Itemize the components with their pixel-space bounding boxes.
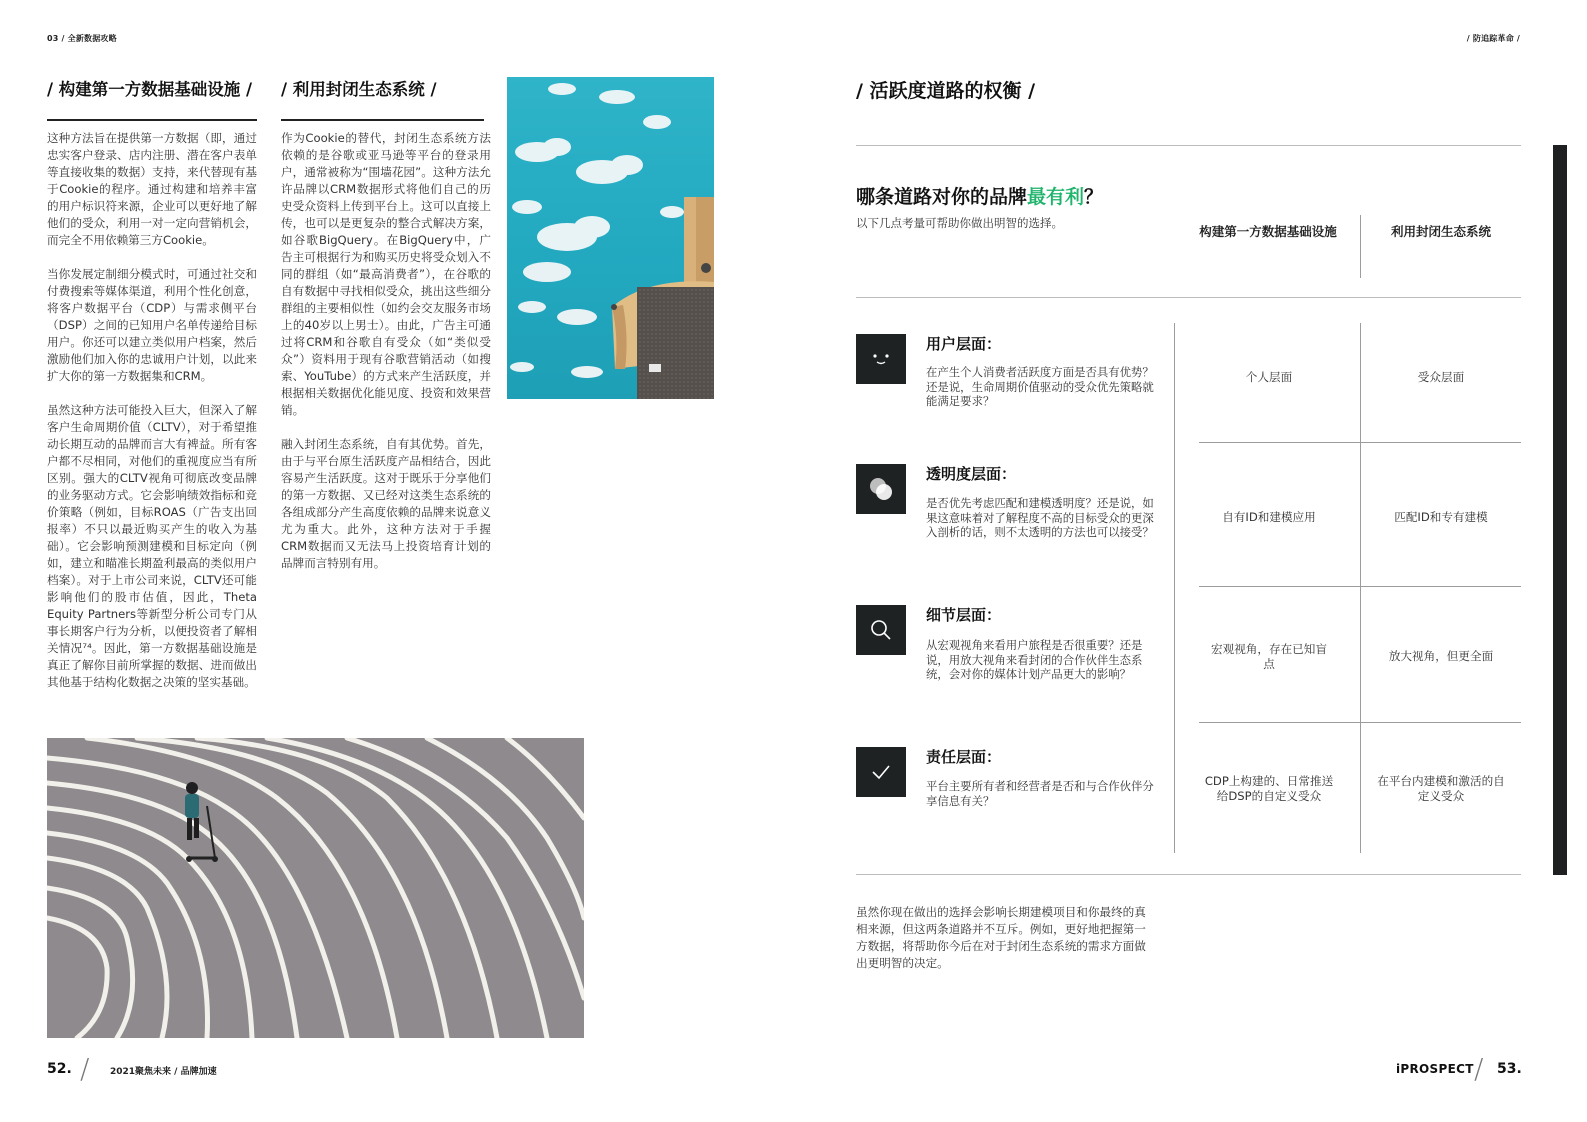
table-divider-left [1174, 323, 1175, 853]
col2-rule [281, 119, 484, 121]
col2-body [281, 130, 491, 589]
magnifier-icon [856, 605, 906, 655]
table-row-divider [1199, 442, 1521, 443]
col1-body [47, 130, 257, 708]
column-head-first-party: 构建第一方数据基础设施 [1199, 224, 1337, 239]
col2-paragraph: 作为Cookie的替代，封闭生态系统方法依赖的是谷歌或亚马逊等平台的登录用户，通常被称为“围墙花园”。这种方法允许品牌以CRM数据形式将他们自己的历史受众资料上传到平台上。这可以直接上传，也可以是更复杂的整合式解决方案，如谷歌BigQuery。在BigQuery中，广告主可根据行为和购买历史将受众划入不同的群组（如“最高消费者”），在谷歌的自有数据中寻找相似受众，挑出这些细分群组的主要相似性（如约会交友服务市场上的40岁以上男士）。由此，广告主可通过将CRM和谷歌自有受众（如“类似受众”）资料用于现有谷歌营销活动（如搜索、YouTube）的方式来产生活跃度，并根据相关数据优化能见度、投资和效果营销。 [281, 131, 491, 417]
col1-paragraph: 虽然这种方法可能投入巨大，但深入了解客户生命周期价值（CLTV），对于希望推动长期互动的品牌而言大有裨益。所有客户都不尽相同，对他们的重视度应当有所区别。强大的CLTV视角可彻底改变品牌的业务驱动方式。它会影响绩效指标和竞价策略（例如，目标ROAS（广告支出回报率）不只以最近购买产生的收入为基础）。它会影响预测建模和目标定向（例如，建立和瞄准长期盈利最高的类似用户档案）。对于上市公司来说，CLTV还可能影响他们的股市估值，因此，Theta Equity Partners等新型分析公司专门从事长期客户行为分析，以便投资者了解相关情况⁷⁴。因此，第一方数据基础设施是真正了解你目前所掌握的数据、进而做出其他基于结构化数据之决策的坚实基础。 [47, 403, 257, 689]
head-divider [1360, 215, 1361, 278]
header-chapter-label: / 防追踪革命 / [1466, 34, 1520, 43]
column-head-walled-garden: 利用封闭生态系统 [1390, 224, 1491, 239]
header-section-label: 03 / 全新数据攻略 [47, 34, 117, 43]
cell-detail-first-party: 宏观视角，存在已知盲点 [1211, 642, 1327, 671]
scooter-road-illustration [47, 738, 584, 1038]
cell-transparency-first-party: 自有ID和建模应用 [1222, 510, 1316, 524]
col2-title: / 利用封闭生态系统 / [281, 80, 437, 99]
page-edge-bar [1553, 145, 1567, 875]
table-row-divider [1199, 586, 1521, 587]
col1-title: / 构建第一方数据基础设施 / [47, 80, 253, 99]
question-prefix: 哪条道路对你的品牌 [856, 186, 1028, 208]
row-desc-transparency: 是否优先考虑匹配和建模透明度？还是说，如果这意味着对了解程度不高的目标受众的更深入剖析的话，则不太透明的方法也可以接受？ [926, 496, 1154, 539]
left-page-number: 52. [47, 1061, 72, 1077]
right-page-number: 53. [1497, 1061, 1522, 1077]
sky-building-illustration [507, 77, 714, 399]
overlap-circles-icon [856, 464, 906, 514]
cell-accountability-first-party: CDP上构建的、日常推送给DSP的自定义受众 [1204, 774, 1334, 803]
row-desc-detail: 从宏观视角来看用户旅程是否很重要？还是说，用放大视角来看封闭的合作伙伴生态系统，会对你的媒体计划产品更大的影响？ [926, 638, 1143, 681]
col1-paragraph: 当你发展定制细分模式时，可通过社交和付费搜索等媒体渠道，利用个性化创意，将客户数据平台（CDP）与需求侧平台（DSP）之间的已知用户名单传递给目标用户。你还可以建立类似用户档案，然后激励他们加入你的忠诚用户计划，以此来扩大你的第一方数据集和CRM。 [47, 267, 257, 383]
right-top-rule [856, 145, 1521, 146]
row-title-detail: 细节层面： [926, 606, 1002, 624]
question-accent: 最有利 [1027, 186, 1085, 208]
col1-paragraph: 这种方法旨在提供第一方数据（即，通过忠实客户登录、店内注册、潜在客户表单等直接收集的数据）支持，来代替现有基于Cookie的程序。通过构建和培养丰富的用户标识符来源，企业可以更好地了解他们的受众，利用一对一定向营销机会，而完全不用依赖第三方Cookie。 [47, 131, 257, 247]
row-desc-user: 在产生个人消费者活跃度方面是否具有优势？还是说，生命周期价值驱动的受众优先策略就能满足要求？ [926, 365, 1154, 408]
table-bottom-rule [856, 874, 1521, 875]
question-heading [856, 182, 1103, 209]
face-icon [856, 334, 906, 384]
cell-user-walled-garden: 受众层面 [1417, 370, 1465, 384]
table-divider-mid [1360, 323, 1361, 853]
right-section-title: / 活跃度道路的权衡 / [856, 80, 1036, 102]
footer-slash-right: / [1474, 1052, 1484, 1085]
table-row-divider [1199, 722, 1521, 723]
photo-sky-building [507, 77, 714, 399]
footer-left-text: 2021聚焦未来 / 品牌加速 [110, 1067, 217, 1077]
brand-logo: iPROSPECT [1396, 1062, 1474, 1076]
cell-accountability-walled-garden: 在平台内建模和激活的自定义受众 [1377, 774, 1505, 803]
row-title-user: 用户层面： [926, 335, 1002, 353]
row-title-accountability: 责任层面： [926, 748, 1002, 766]
cell-detail-walled-garden: 放大视角，但更全面 [1388, 649, 1494, 663]
table-top-rule [856, 297, 1521, 298]
footer-slash-left: / [80, 1052, 90, 1085]
row-desc-accountability: 平台主要所有者和经营者是否和与合作伙伴分享信息有关？ [926, 779, 1154, 808]
question-subtitle: 以下几点考量可帮助你做出明智的选择。 [856, 216, 1063, 230]
checkmark-icon [856, 747, 906, 797]
photo-scooter-road [47, 738, 584, 1038]
cell-user-first-party: 个人层面 [1245, 370, 1293, 384]
col1-rule [47, 119, 257, 121]
col2-paragraph: 融入封闭生态系统，自有其优势。首先，由于与平台原生活跃度产品相结合，因此容易产生活跃度。这对于既乐于分享他们的第一方数据、又已经对这类生态系统的各组成部分产生高度依赖的品牌来说意义尤为重大。此外，这种方法对于手握CRM数据而又无法马上投资培育计划的品牌而言特别有用。 [281, 437, 491, 570]
row-title-transparency: 透明度层面： [926, 465, 1017, 483]
cell-transparency-walled-garden: 匹配ID和专有建模 [1394, 510, 1488, 524]
question-suffix: ？ [1084, 186, 1104, 208]
closing-paragraph: 虽然你现在做出的选择会影响长期建模项目和你最终的真相来源，但这两条道路并不互斥。例如，更好地把握第一方数据，将帮助你今后在对于封闭生态系统的需求方面做出更明智的决定。 [856, 905, 1146, 970]
